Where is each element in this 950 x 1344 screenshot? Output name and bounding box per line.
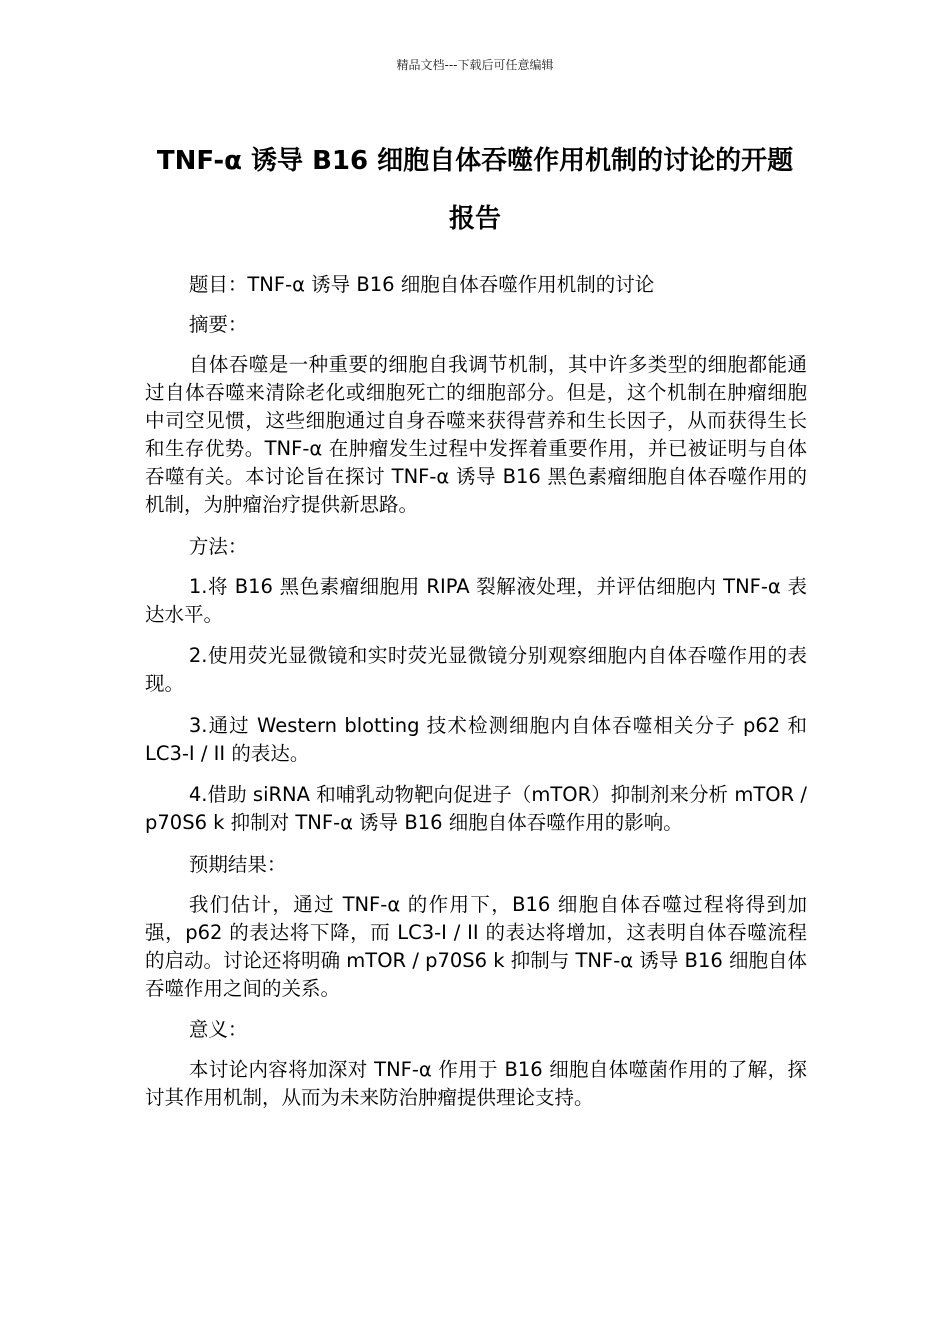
expected-results-paragraph: 我们估计，通过 TNF-α 的作用下，B16 细胞自体吞噬过程将得到加强，p62 的表达将下降，而 LC3-I / II 的表达将增加，这表明自体吞噬流程的启动。讨论还将明确 mTOR / p70S6 k 抑制与 TNF-α 诱导 B16 细胞自体吞噬作用之间的关系。: [145, 892, 807, 1000]
method-item-1: 1.将 B16 黑色素瘤细胞用 RIPA 裂解液处理，并评估细胞内 TNF-α 表达水平。: [145, 574, 807, 626]
header-note: 精品文档---下载后可任意编辑: [396, 58, 554, 72]
document-body: [145, 271, 807, 1126]
method-item-2: 2.使用荧光显微镜和实时荧光显微镜分别观察细胞内自体吞噬作用的表现。: [145, 644, 807, 695]
section-heading-expected-results: 预期结果：: [188, 852, 287, 876]
method-item-4: 4.借助 siRNA 和哺乳动物靶向促进子（mTOR）抑制剂来分析 mTOR / p70S6 k 抑制对 TNF-α 诱导 B16 细胞自体吞噬作用的影响。: [145, 783, 807, 834]
section-heading-significance: 意义：: [188, 1018, 248, 1041]
topic-line: 题目：TNF-α 诱导 B16 细胞自体吞噬作用机制的讨论: [188, 273, 655, 296]
document-title: TNF-α 诱导 B16 细胞自体吞噬作用机制的讨论的开题报告: [156, 146, 794, 234]
significance-paragraph: 本讨论内容将加深对 TNF-α 作用于 B16 细胞自体噬菌作用的了解，探讨其作用机制，从而为未来防治肿瘤提供理论支持。: [145, 1058, 807, 1109]
section-heading-methods: 方法：: [188, 534, 248, 558]
method-item-3: 3.通过 Western blotting 技术检测细胞内自体吞噬相关分子 p62 和 LC3-I / II 的表达。: [145, 713, 807, 765]
section-heading-abstract: 摘要：: [188, 313, 248, 336]
abstract-paragraph: 自体吞噬是一种重要的细胞自我调节机制，其中许多类型的细胞都能通过自体吞噬来清除老化或细胞死亡的细胞部分。但是，这个机制在肿瘤细胞中司空见惯，这些细胞通过自身吞噬来获得营养和生长因子，从而获得生长和生存优势。TNF-α 在肿瘤发生过程中发挥着重要作用，并已被证明与自体吞噬有关。本讨论旨在探讨 TNF-α 诱导 B16 黑色素瘤细胞自体吞噬作用的机制，为肿瘤治疗提供新思路。: [145, 353, 807, 516]
